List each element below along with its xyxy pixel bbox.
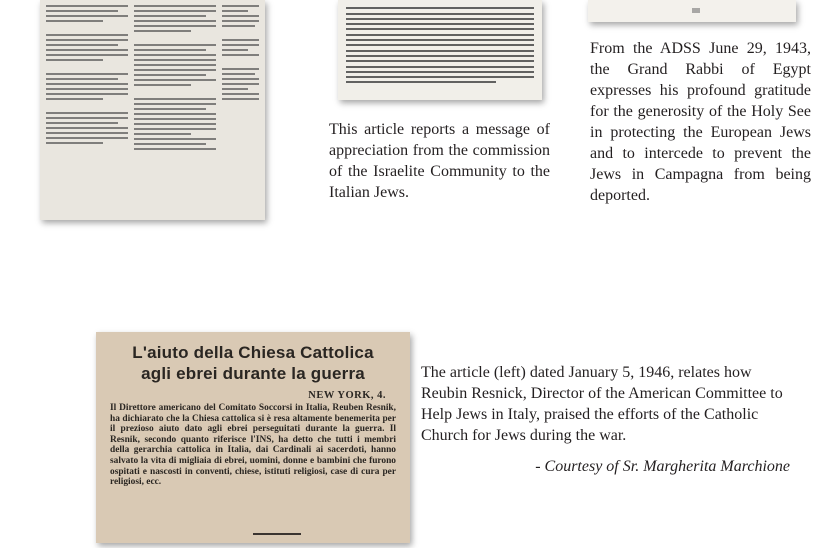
newspaper-clipping-upper-middle [338,0,542,100]
headline-line-1: L'aiuto della Chiesa Cattolica [132,343,374,362]
page-number-mark [692,8,700,13]
caption-italian-community: This article reports a message of appreciation from the commission of the Israelite Community to the Italian Jews. [329,121,550,201]
clipping-end-rule [253,533,301,535]
caption-adss-1943: From the ADSS June 29, 1943, the Grand Rabbi of Egypt expresses his profound gratitude for the generosity of the Holy See in protecting the European Jews and to intercede to prevent the Jews in Campagna from being deported. [590,40,811,204]
credit-line: - Courtesy of Sr. Margherita Marchione [535,458,790,475]
clipping-dateline: NEW YORK, 4. [308,390,386,401]
document-clipping-upper-right [588,0,796,22]
clipping-headline [96,342,410,384]
headline-line-2: agli ebrei durante la guerra [141,364,365,383]
newspaper-clipping-upper-left [40,0,265,220]
clipping-column-middle [134,2,216,220]
clipping-column-right [222,2,259,220]
clipping-body: Il Direttore americano del Comitato Soccorsi in Italia, Reuben Resnik, ha dichiarato che la Chiesa cattolica si è resa altamente benemerita per il prezioso aiuto dato agli ebrei perseguitati durante la guerra. Il Resnik, secondo quanto riferisce l'INS, ha detto che tutti i membri della gerarchia cattolica in Italia, dai Cardinali ai sacerdoti, hanno salvato la vita di migliaia di ebrei, uomini, donne e bambini che furono ospitati e nascosti in conventi, chiese, istituti religiosi, case di cura per religiosi, ecc. [110,403,396,488]
caption-article-1946: The article (left) dated January 5, 1946, relates how Reubin Resnick, Director of the American Committee to Help Jews in Italy, praised the efforts of the Catholic Church for Jews during the war. [421,364,783,444]
clipping-column-left [46,2,128,220]
newspaper-clipping-1946 [96,332,410,543]
